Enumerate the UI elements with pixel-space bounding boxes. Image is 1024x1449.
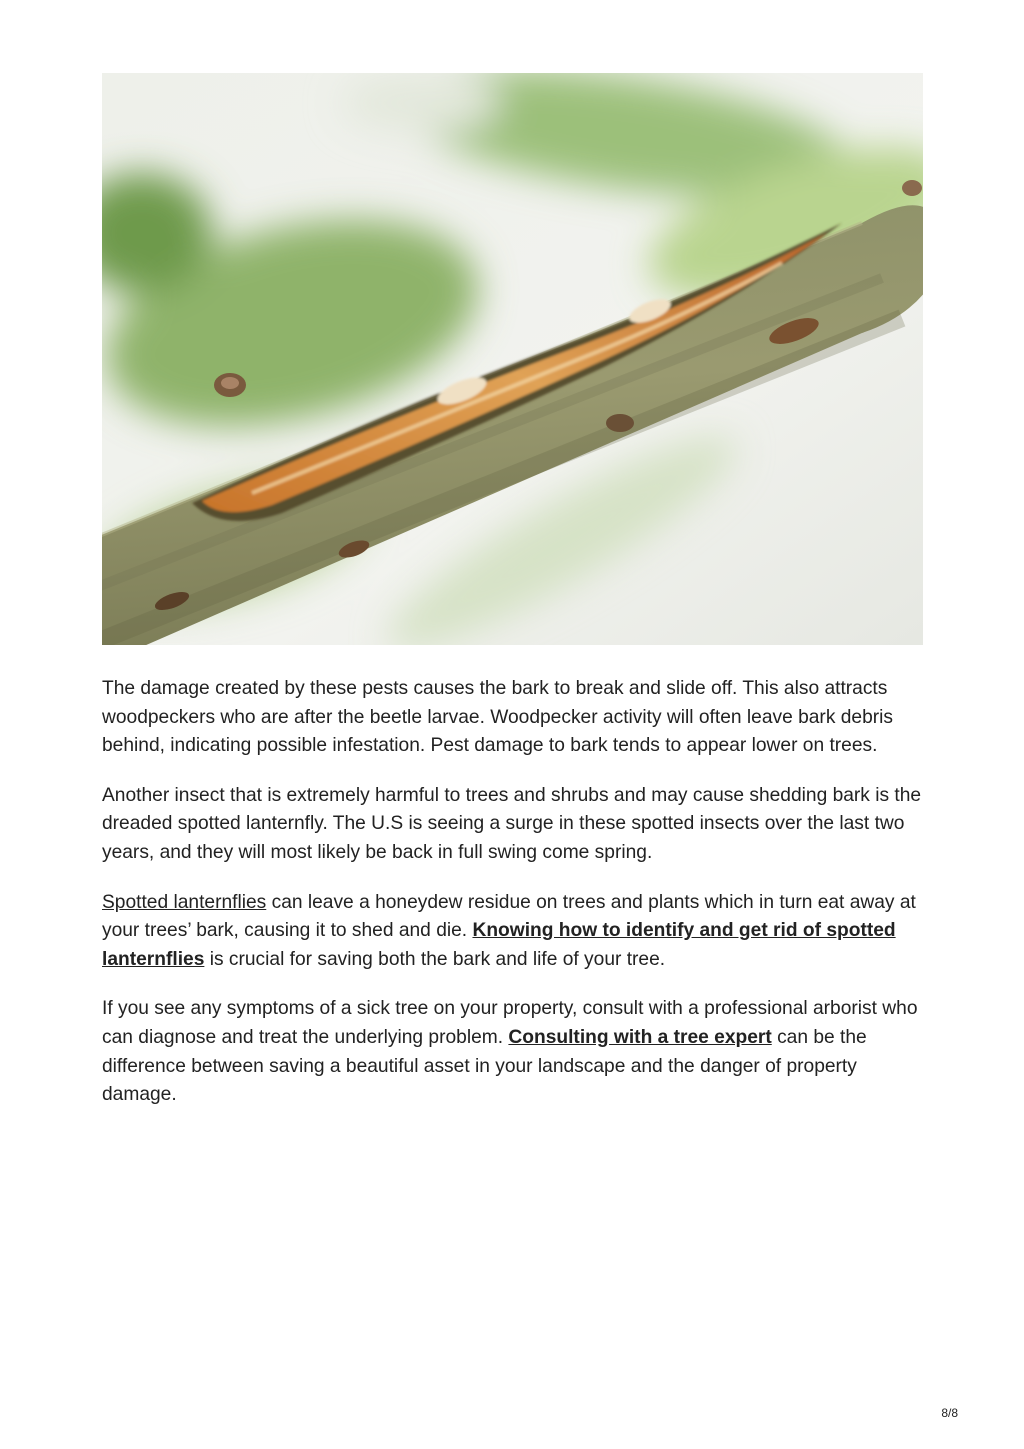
branch-illustration: [102, 73, 923, 645]
paragraph-text: Another insect that is extremely harmful to trees and shrubs and may cause shedding bark is the dreaded spotted lanternfly. The U.S is seeing a surge in these spotted insects over the last two years, and they will most likely be back in full swing come spring.: [102, 784, 922, 863]
paragraph-lanternfly-damage: [102, 889, 924, 975]
paragraph-consult-arborist: [102, 995, 924, 1109]
paragraph-text: The damage created by these pests causes the bark to break and slide off. This also attracts woodpeckers who are after the beetle larvae. Woodpecker activity will often leave bark debris behind, indicating possible infestation. Pest damage to bark tends to appear lower on trees.: [102, 678, 894, 757]
article-body: [102, 675, 924, 1131]
tree-expert-link[interactable]: Consulting with a tree expert: [508, 1026, 772, 1048]
paragraph-text: If you see any symptoms of a sick tree on your property, consult with a professional arborist who can diagnose and treat the underlying problem.: [102, 998, 918, 1048]
paragraph-lanternfly-intro: [102, 782, 924, 868]
paragraph-text: is crucial for saving both the bark and life of your tree.: [204, 948, 666, 970]
identify-lanternflies-link[interactable]: Knowing how to identify and get rid of spotted lanternflies: [102, 920, 896, 970]
paragraph-text: can be the difference between saving a beautiful asset in your landscape and the danger of property damage.: [102, 1026, 867, 1106]
spotted-lanternflies-link[interactable]: Spotted lanternflies: [102, 891, 267, 913]
branch-damage-photo: [102, 73, 923, 645]
paragraph-text: can leave a honeydew residue on trees and plants which in turn eat away at your trees’ bark, causing it to shed and die.: [102, 891, 916, 942]
paragraph-bark-damage: [102, 675, 924, 761]
page-number: 8/8: [941, 1406, 958, 1420]
